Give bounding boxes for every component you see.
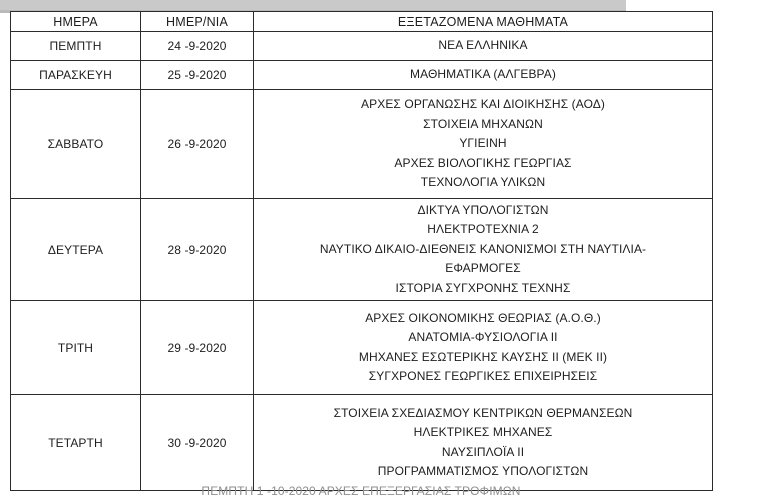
table-row <box>11 90 713 199</box>
cell-day: ΤΕΤΑΡΤΗ <box>11 395 141 491</box>
subject-line: ΗΛΕΚΤΡΙΚΕΣ ΜΗΧΑΝΕΣ <box>413 425 553 440</box>
subject-line: ΜΗΧΑΝΕΣ ΕΣΩΤΕΡΙΚΗΣ ΚΑΥΣΗΣ ΙΙ (ΜΕΚ ΙΙ) <box>358 349 608 364</box>
table-row <box>11 32 713 61</box>
subject-line: ΑΡΧΕΣ ΟΡΓΑΝΩΣΗΣ ΚΑΙ ΔΙΟΙΚΗΣΗΣ (ΑΟΔ) <box>361 97 605 112</box>
table-row <box>11 61 713 90</box>
cell-day: ΠΑΡΑΣΚΕΥΗ <box>11 61 141 90</box>
subject-line: ΔΙΚΤΥΑ ΥΠΟΛΟΓΙΣΤΩΝ <box>417 202 549 217</box>
subject-line: ΝΑΥΤΙΚΟ ΔΙΚΑΙΟ-ΔΙΕΘΝΕΙΣ ΚΑΝΟΝΙΣΜΟΙ ΣΤΗ ΝΑΥΤΙΛΙΑ- <box>319 241 647 256</box>
subject-line: ΑΡΧΕΣ ΒΙΟΛΟΓΙΚΗΣ ΓΕΩΡΓΙΑΣ <box>394 155 572 170</box>
table-body <box>11 32 713 498</box>
cell-date: 26 -9-2020 <box>141 90 254 199</box>
cell-date: 24 -9-2020 <box>141 32 254 61</box>
cell-day: ΔΕΥΤΕΡΑ <box>11 199 141 301</box>
cell-date: 30 -9-2020 <box>141 395 254 491</box>
table-row <box>11 301 713 395</box>
exam-schedule-table-container <box>10 11 712 498</box>
cell-date: 28 -9-2020 <box>141 199 254 301</box>
subject-line: ΝΑΥΣΙΠΛΟΪΑ ΙΙ <box>441 444 525 459</box>
subject-line: ΝΕΑ ΕΛΛΗΝΙΚΑ <box>438 38 528 53</box>
subject-line: ΜΑΘΗΜΑΤΙΚΑ (ΑΛΓΕΒΡΑ) <box>410 67 556 82</box>
table-header <box>11 12 713 32</box>
subject-line: ΠΡΟΓΡΑΜΜΑΤΙΣΜΟΣ ΥΠΟΛΟΓΙΣΤΩΝ <box>377 463 589 478</box>
column-header-day: ΗΜΕΡΑ <box>11 12 141 32</box>
subject-line: ΑΡΧΕΣ ΟΙΚΟΝΟΜΙΚΗΣ ΘΕΩΡΙΑΣ (Α.Ο.Θ.) <box>365 310 601 325</box>
column-header-date: ΗΜΕΡ/ΝΙΑ <box>141 12 254 32</box>
cell-day: ΠΕΜΠΤΗ <box>11 32 141 61</box>
subject-line: ΗΛΕΚΤΡΟΤΕΧΝΙΑ 2 <box>427 222 539 237</box>
subject-line: ΑΝΑΤΟΜΙΑ-ΦΥΣΙΟΛΟΓΙΑ ΙΙ <box>408 330 558 345</box>
cell-date: 29 -9-2020 <box>141 301 254 395</box>
table-row <box>11 199 713 301</box>
column-header-subjects: ΕΞΕΤΑΖΟΜΕΝΑ ΜΑΘΗΜΑΤΑ <box>254 12 713 32</box>
subject-line: ΤΕΧΝΟΛΟΓΙΑ ΥΛΙΚΩΝ <box>420 175 546 190</box>
subject-line: ΙΣΤΟΡΙΑ ΣΥΓΧΡΟΝΗΣ ΤΕΧΝΗΣ <box>395 280 571 295</box>
exam-schedule-table <box>10 11 713 498</box>
table-row <box>11 395 713 491</box>
table-header-row <box>11 12 713 32</box>
cell-day: ΣΑΒΒΑΤΟ <box>11 90 141 199</box>
cell-subjects <box>254 395 713 491</box>
cell-subjects <box>254 61 713 90</box>
cell-day: ΤΡΙΤΗ <box>11 301 141 395</box>
subject-line: ΥΓΙΕΙΝΗ <box>459 136 507 151</box>
subject-line: ΕΦΑΡΜΟΓΕΣ <box>445 261 521 276</box>
cell-subjects <box>254 90 713 199</box>
cell-subjects <box>254 32 713 61</box>
clipped-next-row-text: ΠΕΜΠΤΗ 1 -10-2020 ΑΡΧΕΣ ΕΠΕΞΕΡΓΑΣΙΑΣ ΤΡΟΦΙΜΩΝ <box>201 484 521 498</box>
subject-line: ΣΤΟΙΧΕΙΑ ΣΧΕΔΙΑΣΜΟΥ ΚΕΝΤΡΙΚΩΝ ΘΕΡΜΑΝΣΕΩΝ <box>333 405 633 420</box>
subject-line: ΣΥΓΧΡΟΝΕΣ ΓΕΩΡΓΙΚΕΣ ΕΠΙΧΕΙΡΗΣΕΙΣ <box>368 368 598 383</box>
cell-subjects <box>254 301 713 395</box>
cell-date: 25 -9-2020 <box>141 61 254 90</box>
cell-subjects <box>254 199 713 301</box>
subject-line: ΣΤΟΙΧΕΙΑ ΜΗΧΑΝΩΝ <box>423 116 543 131</box>
